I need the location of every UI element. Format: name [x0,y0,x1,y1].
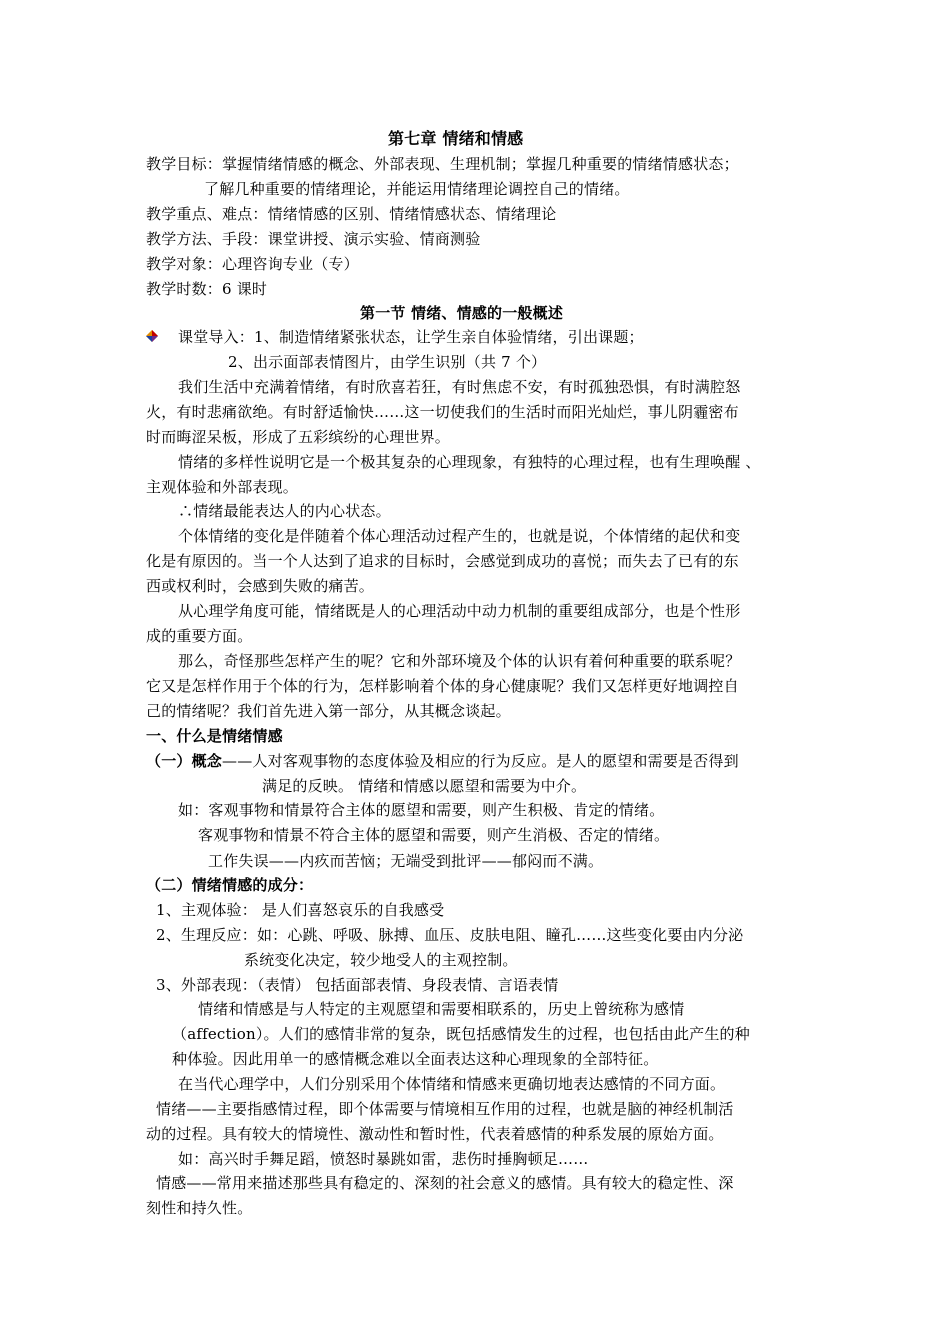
paragraph-5-line-2: 成的重要方面。 [146,627,253,645]
teaching-hours: 教学时数：6 课时 [146,280,268,298]
chapter-title: 第七章 情绪和情感 [388,129,524,148]
bullet-icon [146,330,158,342]
component-3: 3、外部表现：（表情） 包括面部表情、身段表情、言语表情 [156,976,559,994]
concept-label: （一）概念 [146,752,223,770]
objectives-line-1: 教学目标：掌握情绪情感的概念、外部表现、生理机制；掌握几种重要的情绪情感状态； [146,155,739,173]
section-title: 第一节 情绪、情感的一般概述 [360,304,564,322]
component-2-line-2: 系统变化决定，较少地受人的主观控制。 [244,951,518,969]
heading-what-is-emotion: 一、什么是情绪情感 [146,727,283,745]
paragraph-1-line-1: 我们生活中充满着情绪，有时欣喜若狂，有时焦虑不安，有时孤独恐惧，有时满腔怒 [178,378,741,396]
paragraph-9-line-2: 动的过程。具有较大的情境性、激动性和暂时性，代表着感情的种系发展的原始方面。 [146,1125,724,1143]
paragraph-2-line-2: 主观体验和外部表现。 [146,478,299,496]
paragraph-3: ∴情绪最能表达人的内心状态。 [178,502,391,520]
key-points: 教学重点、难点：情绪情感的区别、情绪情感状态、情绪理论 [146,205,557,223]
component-1: 1、主观体验： 是人们喜怒哀乐的自我感受 [156,901,445,919]
component-2-line-1: 2、生理反应：如：心跳、呼吸、脉搏、血压、皮肤电阻、瞳孔……这些变化要由内分泌 [156,926,744,944]
paragraph-8: 在当代心理学中，人们分别采用个体情绪和情感来更确切地表达感情的不同方面。 [178,1075,726,1093]
paragraph-10: 如：高兴时手舞足蹈，愤怒时暴跳如雷，悲伤时捶胸顿足…… [178,1150,589,1168]
paragraph-11-line-2: 刻性和持久性。 [146,1199,253,1217]
example-3: 工作失误——内疚而苦恼；无端受到批评——郁闷而不满。 [208,852,604,870]
concept-line-1 [146,750,739,772]
objectives-line-2: 了解几种重要的情绪理论，并能运用情绪理论调控自己的情绪。 [204,180,630,198]
paragraph-7-line-2: （affection）。人们的感情非常的复杂，既包括感情发生的过程，也包括由此产生的种 [172,1025,750,1043]
paragraph-5-line-1: 从心理学角度可能，情绪既是人的心理活动中动力机制的重要组成部分，也是个性形 [178,602,741,620]
concept-line-2: 满足的反映。 情绪和情感以愿望和需要为中介。 [262,777,587,795]
paragraph-4-line-2: 化是有原因的。当一个人达到了追求的目标时，会感觉到成功的喜悦；而失去了已有的东 [146,552,739,570]
paragraph-6-line-3: 己的情绪呢？我们首先进入第一部分，从其概念谈起。 [146,702,511,720]
paragraph-6-line-1: 那么，奇怪那些怎样产生的呢？它和外部环境及个体的认识有着何种重要的联系呢？ [178,652,741,670]
paragraph-1-line-2: 火，有时悲痛欲绝。有时舒适愉快……这一切使我们的生活时而阳光灿烂，事儿阴霾密布 [146,403,739,421]
teaching-methods: 教学方法、手段：课堂讲授、演示实验、情商测验 [146,230,481,248]
paragraph-4-line-3: 西或权利时，会感到失败的痛苦。 [146,577,375,595]
teaching-audience: 教学对象：心理咨询专业（专） [146,255,359,273]
example-2: 客观事物和情景不符合主体的愿望和需要，则产生消极、否定的情绪。 [198,826,670,844]
intro-line-1: 课堂导入：1、制造情绪紧张状态，让学生亲自体验情绪，引出课题； [178,328,644,346]
concept-definition: ——人对客观事物的态度体验及相应的行为反应。是人的愿望和需要是否得到 [222,752,739,770]
heading-components: （二）情绪情感的成分： [146,876,314,894]
paragraph-1-line-3: 时而晦涩呆板，形成了五彩缤纷的心理世界。 [146,428,451,446]
paragraph-9-line-1: 情绪——主要指感情过程，即个体需要与情境相互作用的过程，也就是脑的神经机制活 [156,1100,734,1118]
paragraph-4-line-1: 个体情绪的变化是伴随着个体心理活动过程产生的，也就是说，个体情绪的起伏和变 [178,527,741,545]
paragraph-2-line-1: 情绪的多样性说明它是一个极其复杂的心理现象，有独特的心理过程，也有生理唤醒 、 [178,453,761,471]
example-1: 如：客观事物和情景符合主体的愿望和需要，则产生积极、肯定的情绪。 [178,801,665,819]
paragraph-11-line-1: 情感——常用来描述那些具有稳定的、深刻的社会意义的感情。具有较大的稳定性、深 [156,1174,734,1192]
paragraph-6-line-2: 它又是怎样作用于个体的行为，怎样影响着个体的身心健康呢？我们又怎样更好地调控自 [146,677,739,695]
intro-line-2: 2、出示面部表情图片，由学生识别（共 7 个） [228,353,547,371]
paragraph-7-line-1: 情绪和情感是与人特定的主观愿望和需要相联系的，历史上曾统称为感情 [198,1000,685,1018]
paragraph-7-line-3: 种体验。因此用单一的感情概念难以全面表达这种心理现象的全部特征。 [172,1050,659,1068]
